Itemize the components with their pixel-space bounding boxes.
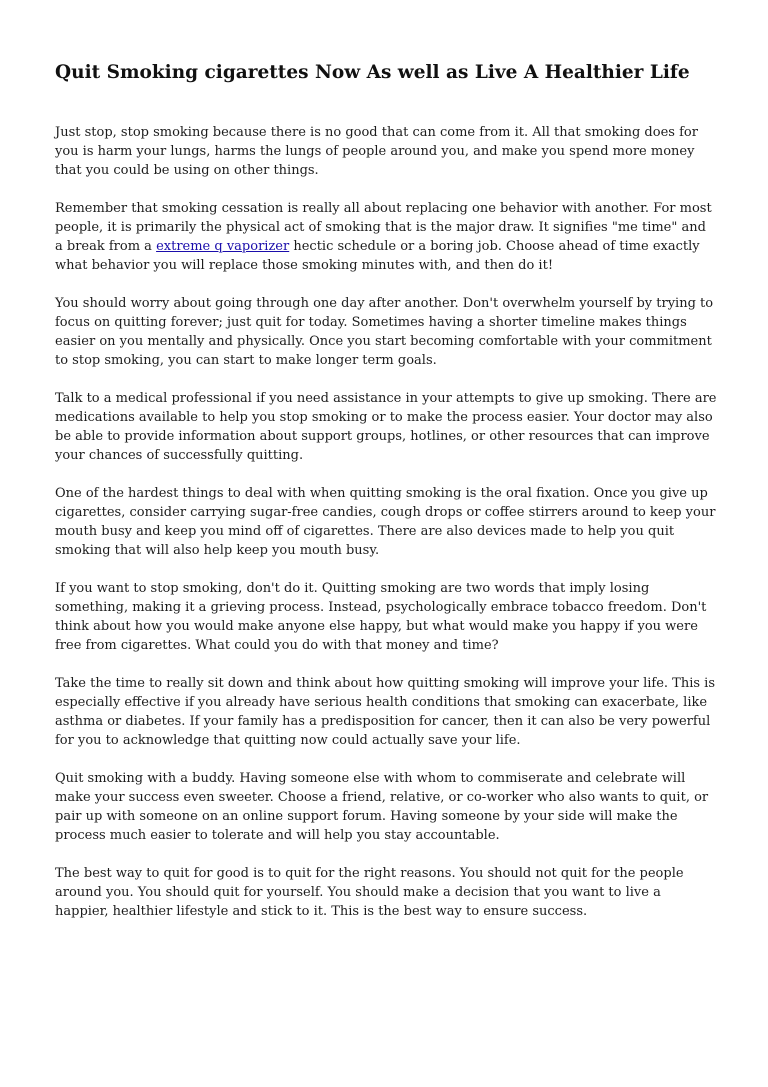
paragraph-7: Take the time to really sit down and think about how quitting smoking will improve your life. This is especially effective if you already have serious health conditions that smoking can exacerbate, like asthma or diabetes. If your family has a predisposition for cancer, then it can also be very powerful for you to acknowledge that quitting now could actually save your life. (55, 676, 716, 748)
article-body (55, 123, 717, 921)
paragraph-3: You should worry about going through one day after another. Don't overwhelm yourself by trying to focus on quitting forever; just quit for today. Sometimes having a shorter timeline makes things easier on you mentally and physically. Once you start becoming comfortable with your commitment to stop smoking, you can start to make longer term goals. (55, 296, 714, 368)
paragraph-4: Talk to a medical professional if you need assistance in your attempts to give up smoking. There are medications available to help you stop smoking or to make the process easier. Your doctor may also be able to provide information about support groups, hotlines, or other resources that can improve your chances of successfully quitting. (55, 391, 717, 463)
paragraph-8: Quit smoking with a buddy. Having someone else with whom to commiserate and celebrate will make your success even sweeter. Choose a friend, relative, or co-worker who also wants to quit, or pair up with someone on an online support forum. Having someone by your side will make the process much easier to tolerate and will help you stay accountable. (55, 771, 709, 843)
paragraph-5: One of the hardest things to deal with when quitting smoking is the oral fixation. Once you give up cigarettes, consider carrying sugar-free candies, cough drops or coffee stirrers around to keep your mouth busy and keep you mind off of cigarettes. There are also devices made to help you quit smoking that will also help keep you mouth busy. (55, 486, 716, 558)
paragraph-2 (55, 199, 717, 275)
document-page (55, 60, 717, 940)
paragraph-1: Just stop, stop smoking because there is no good that can come from it. All that smoking does for you is harm your lungs, harms the lungs of people around you, and make you spend more money that you could be using on other things. (55, 125, 698, 178)
paragraph-2-after: hectic schedule or a boring job. Choose ahead of time exactly what behavior you will replace those smoking minutes with, and then do it! (55, 239, 700, 273)
page-title: Quit Smoking cigarettes Now As well as Live A Healthier Life (55, 62, 690, 83)
extreme-q-vaporizer-link[interactable]: extreme q vaporizer (156, 239, 290, 254)
paragraph-9: The best way to quit for good is to quit for the right reasons. You should not quit for the people around you. You should quit for yourself. You should make a decision that you want to live a happier, healthier lifestyle and stick to it. This is the best way to ensure success. (55, 866, 684, 919)
paragraph-2-before: Remember that smoking cessation is really all about replacing one behavior with another. For most people, it is primarily the physical act of smoking that is the major draw. It signifies "me time" and a break from a (55, 201, 712, 254)
paragraph-6: If you want to stop smoking, don't do it. Quitting smoking are two words that imply losing something, making it a grieving process. Instead, psychologically embrace tobacco freedom. Don't think about how you would make anyone else happy, but what would make you happy if you were free from cigarettes. What could you do with that money and time? (55, 581, 707, 653)
